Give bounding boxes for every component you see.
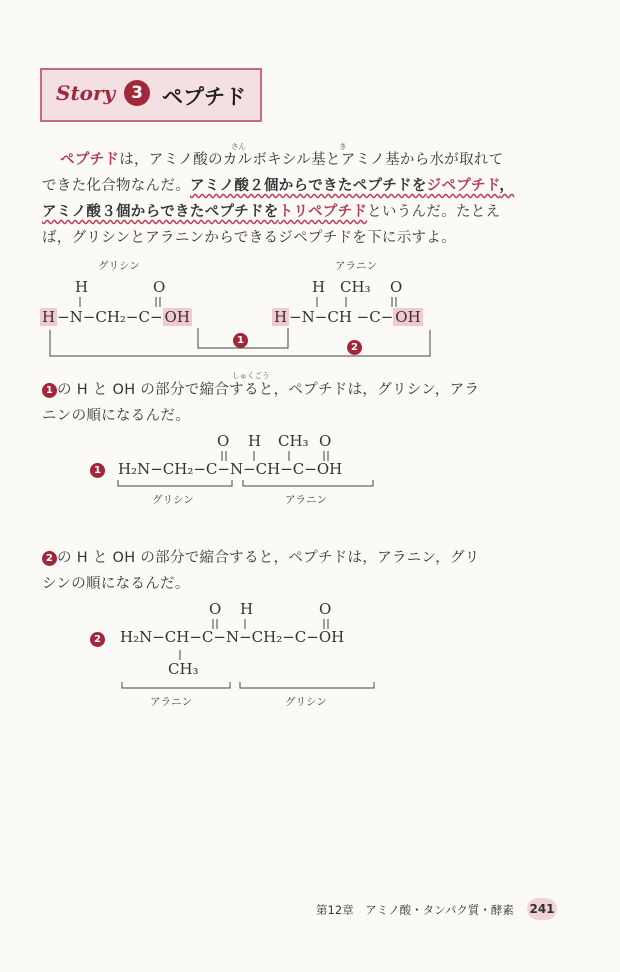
marker-2-inline: 2 [42,551,57,566]
alanine-top-o: O [390,278,403,296]
glycine-formula: H −N−CH₂−C− OH [42,308,190,326]
ruby-ki: き [339,142,347,151]
glycine-oh-highlight: OH [164,308,190,326]
marker-2: 2 [347,340,362,355]
keyword-tripeptide: トリペプチド [278,204,368,220]
d2-marker: 1 [90,463,105,478]
intro-line-1-text: は，アミノ酸のカルボキシル基とアミノ基から水が取れて [119,152,504,168]
d3-label-glycine: グリシン [285,696,327,708]
story-number-badge: 3 [124,80,150,106]
d2-top-o2: O [319,432,332,450]
d3-top-h: H [240,600,254,618]
d3-formula: H₂N−CH−C−N−CH₂−C−OH [120,628,345,646]
alanine-oh-highlight: OH [395,308,421,326]
page-number: 241 [527,898,557,920]
alanine-label: アラニン [335,260,377,272]
glycine-top-o: O [153,278,166,296]
d3-bottom-ch3: CH₃ [168,660,199,678]
alanine-top-ch3: CH₃ [340,278,371,296]
d2-label-glycine: グリシン [152,494,194,506]
ruby-shukugou: しゅくごう [232,371,270,380]
emphasis-tripeptide: アミノ酸３個からできたペプチドをトリペプチド [42,204,368,220]
emphasis-dipeptide: アミノ酸２個からできたペプチドをジペプチド， [190,178,515,194]
d3-marker: 2 [90,632,105,647]
marker-1-inline: 1 [42,383,57,398]
alanine-h-highlight: H [274,308,288,326]
alanine-top-h: H [312,278,326,296]
intro-line-4: ば，グリシンとアラニンからできるジペプチドを下に示すよ。 [42,230,456,246]
alanine-formula: H −N−CH −C− OH [274,308,421,326]
story-label: Story [56,81,116,105]
para2-line-1: 1 の H と OH の部分で縮合すると，ペプチドは，グリシン，アラ [42,378,479,399]
keyword-dipeptide: ジペプチド [426,178,500,194]
para3-line-2: シンの順になるんだ。 [42,576,190,592]
glycine-label: グリシン [98,260,140,272]
section-title: ペプチド [162,85,246,109]
para3-line-1: 2 の H と OH の部分で縮合すると，ペプチドは，アラニン，グリ [42,546,480,567]
intro-line-2-text: できた化合物なんだ。 [42,178,190,194]
d3-top-o1: O [209,600,222,618]
d2-top-ch3: CH₃ [278,432,309,450]
d3-label-alanine: アラニン [150,696,192,708]
keyword-peptide: ペプチド [60,152,120,168]
d3-top-o2: O [319,600,332,618]
d2-label-alanine: アラニン [285,494,327,506]
d2-top-o1: O [217,432,230,450]
marker-1: 1 [233,333,248,348]
intro-line-3-text: というんだ。たとえ [367,204,501,220]
para2-line-2: ニンの順になるんだ。 [42,408,190,424]
chapter-footer: 第12章 アミノ酸・タンパク質・酵素 [316,903,514,917]
ruby-san: さん [231,142,246,151]
glycine-h-highlight: H [42,308,56,326]
d2-top-h: H [248,432,262,450]
d2-formula: H₂N−CH₂−C−N−CH−C−OH [118,460,343,478]
glycine-top-h: H [75,278,89,296]
word-shukugou: 縮合 [199,382,230,398]
